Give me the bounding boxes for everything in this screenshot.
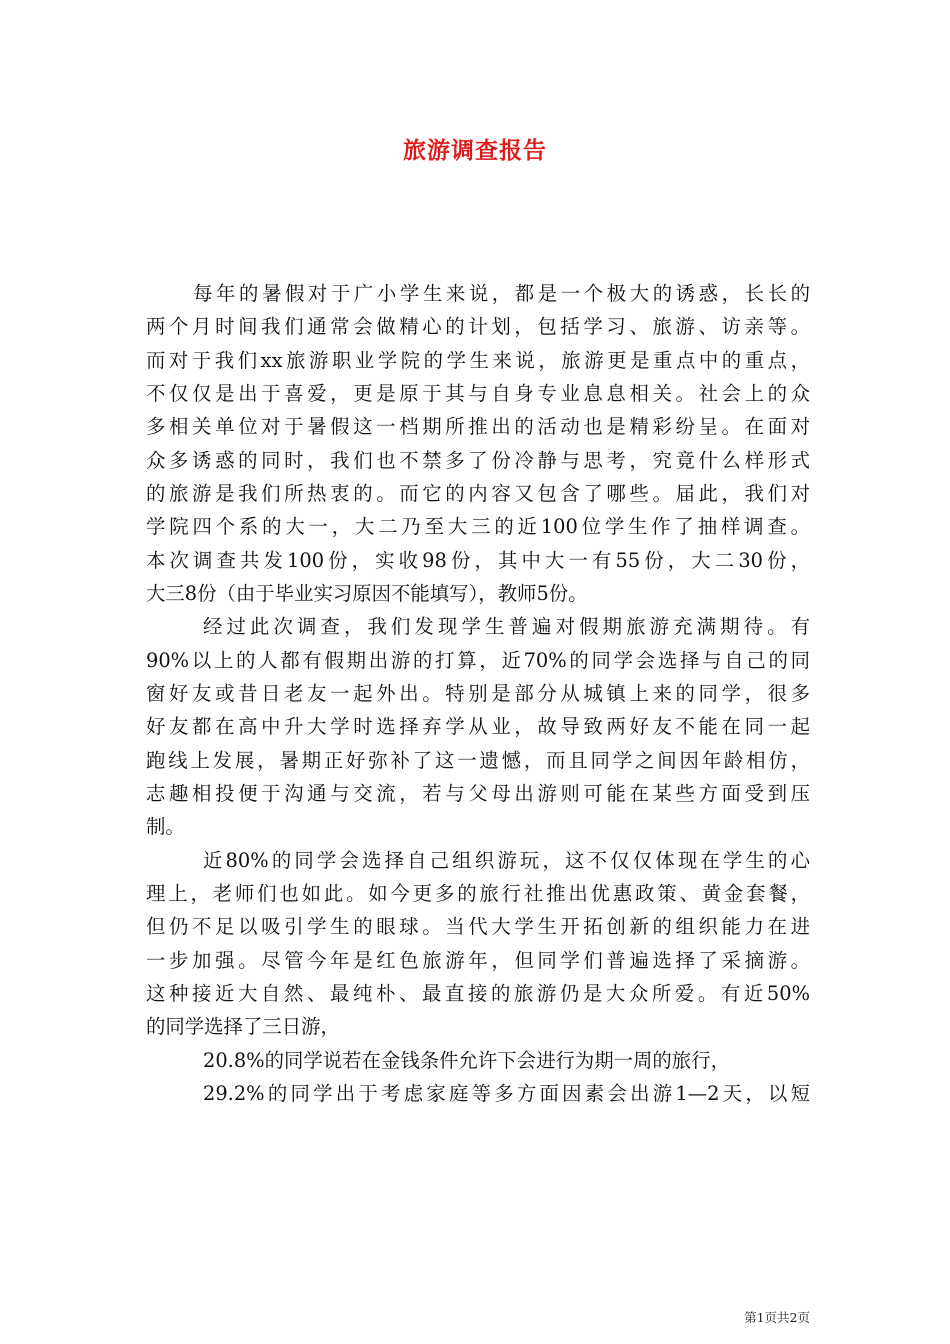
paragraph-1-line-9: 本次调查共发100份，实收98份，其中大一有55份，大二30份， (146, 549, 810, 572)
paragraph-5-line-1: 29.2%的同学出于考虑家庭等多方面因素会出游1—2天，以短 (203, 1082, 810, 1105)
paragraph-2-line-1: 经过此次调查，我们发现学生普遍对假期旅游充满期待。有 (203, 615, 810, 638)
paragraph-2-line-2: 90%以上的人都有假期出游的打算，近70%的同学会选择与自己的同 (146, 649, 810, 672)
paragraph-2-line-6: 志趣相投便于沟通与交流，若与父母出游则可能在某些方面受到压 (146, 782, 810, 805)
paragraph-3-line-4: 一步加强。尽管今年是红色旅游年，但同学们普遍选择了采摘游。 (146, 949, 810, 972)
paragraph-1-line-2: 两个月时间我们通常会做精心的计划，包括学习、旅游、访亲等。 (146, 315, 810, 338)
paragraph-2-line-4: 好友都在高中升大学时选择弃学从业，故导致两好友不能在同一起 (146, 715, 810, 738)
page-number: 第1页共2页 (744, 1310, 810, 1325)
paragraph-3-line-2: 理上，老师们也如此。如今更多的旅行社推出优惠政策、黄金套餐， (146, 882, 810, 905)
paragraph-3-line-1: 近80%的同学会选择自己组织游玩，这不仅仅体现在学生的心 (203, 849, 810, 872)
paragraph-3-line-5: 这种接近大自然、最纯朴、最直接的旅游仍是大众所爱。有近50% (146, 982, 810, 1005)
document-title: 旅游调查报告 (403, 137, 547, 164)
paragraph-1-line-5: 多相关单位对于暑假这一档期所推出的活动也是精彩纷呈。在面对 (146, 415, 810, 438)
paragraph-1-line-10: 大三8份（由于毕业实习原因不能填写），教师5份。 (146, 582, 588, 605)
paragraph-1-line-7: 的旅游是我们所热衷的。而它的内容又包含了哪些。届此，我们对 (146, 482, 810, 505)
paragraph-2-line-5: 跑线上发展，暑期正好弥补了这一遗憾，而且同学之间因年龄相仿， (146, 749, 810, 772)
paragraph-2-line-3: 窗好友或昔日老友一起外出。特别是部分从城镇上来的同学，很多 (146, 682, 810, 705)
paragraph-4-line-1: 20.8%的同学说若在金钱条件允许下会进行为期一周的旅行， (203, 1049, 730, 1072)
paragraph-1-line-4: 不仅仅是出于喜爱，更是原于其与自身专业息息相关。社会上的众 (146, 382, 810, 405)
paragraph-3-line-3: 但仍不足以吸引学生的眼球。当代大学生开拓创新的组织能力在进 (146, 915, 810, 938)
paragraph-1-line-8: 学院四个系的大一，大二乃至大三的近100位学生作了抽样调查。 (146, 515, 810, 538)
paragraph-1-line-6: 众多诱惑的同时，我们也不禁多了份冷静与思考，究竟什么样形式 (146, 449, 810, 472)
paragraph-1-line-3: 而对于我们xx旅游职业学院的学生来说，旅游更是重点中的重点， (146, 349, 810, 372)
paragraph-1-line-1: 每年的暑假对于广小学生来说，都是一个极大的诱惑，长长的 (193, 282, 810, 305)
paragraph-2-line-7: 制。 (146, 815, 185, 838)
paragraph-3-line-6: 的同学选择了三日游， (146, 1015, 340, 1038)
